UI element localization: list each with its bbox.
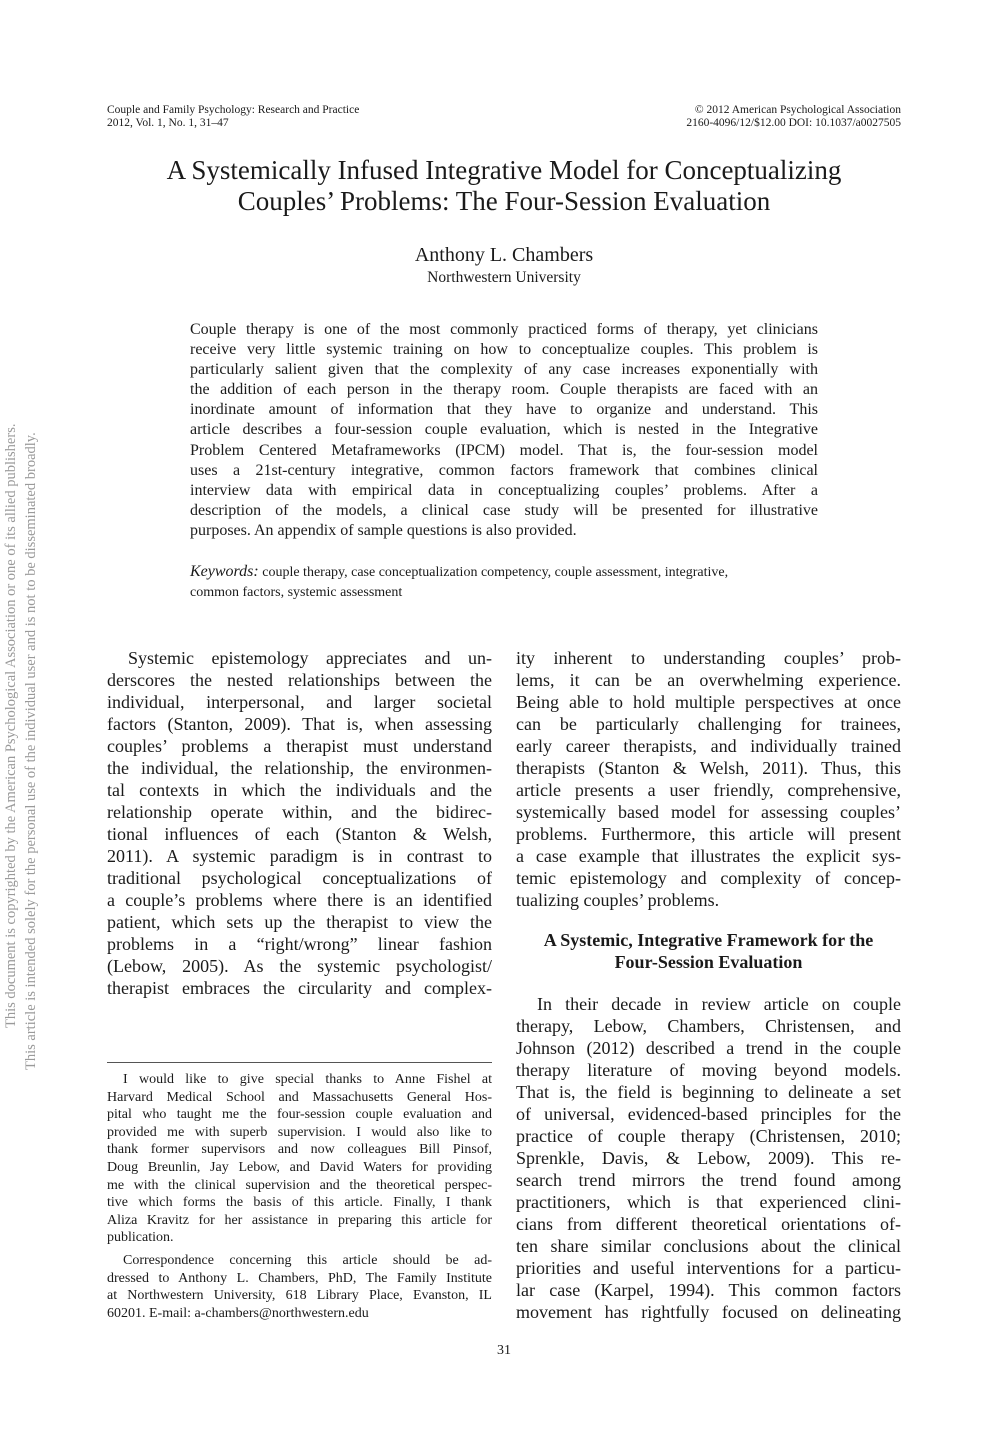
- body-line: lems, it can be an overwhelming experience.: [516, 670, 901, 690]
- abstract-line: receive very little systemic training on how to conceptualize couples. This problem is: [190, 341, 818, 359]
- body-line: individual, interpersonal, and larger societal: [107, 692, 492, 712]
- abstract-line: Couple therapy is one of the most commonly practiced forms of therapy, yet clinicians: [190, 321, 818, 338]
- body-line: a couple’s problems where there is an identified: [107, 890, 492, 910]
- body-line: problems. Furthermore, this article will present: [516, 824, 901, 844]
- body-line: couples’ problems a therapist must understand: [107, 736, 492, 756]
- section-body: [516, 993, 901, 1323]
- body-line: ten share similar conclusions about the clinical: [516, 1236, 901, 1256]
- body-line: In their decade in review article on couple: [537, 994, 901, 1014]
- copyright-notice: © 2012 American Psychological Association: [694, 104, 901, 116]
- footnote-line: dressed to Anthony L. Chambers, PhD, The Family Institute: [107, 1270, 492, 1286]
- footnote-line: me with the clinical supervision and the theoretical perspec-: [107, 1177, 492, 1193]
- footnote-line: publication.: [107, 1230, 174, 1246]
- footnote-line: I would like to give special thanks to Anne Fishel at: [123, 1072, 492, 1087]
- body-line: therapist embraces the circularity and complex-: [107, 978, 492, 998]
- abstract-line: interview data with empirical data in conceptualizing couples’ problems. After a: [190, 481, 818, 499]
- body-line: problems in a “right/wrong” linear fashion: [107, 934, 492, 954]
- body-line: tional influences of each (Stanton & Welsh,: [107, 824, 492, 844]
- body-line: relationship operate within, and the bidirec-: [107, 802, 492, 822]
- page-number: 31: [497, 1343, 511, 1358]
- footnote-line: at Northwestern University, 618 Library Place, Evanston, IL: [107, 1288, 492, 1304]
- keywords-label: Keywords:: [190, 563, 259, 580]
- body-line: practice of couple therapy (Christensen, 2010;: [516, 1126, 901, 1146]
- body-line: therapists (Stanton & Welsh, 2011). Thus, this: [516, 758, 901, 778]
- body-line: Being able to hold multiple perspectives at once: [516, 692, 901, 712]
- footnote-line: Harvard Medical School and Massachusetts General Hos-: [107, 1089, 492, 1105]
- body-line: 2011). A systemic paradigm is in contrast to: [107, 846, 492, 866]
- body-line: Systemic epistemology appreciates and un-: [128, 648, 492, 668]
- body-line: tualizing couples’ problems.: [516, 890, 720, 910]
- footnote-line: pital who taught me the four-session couple evaluation and: [107, 1107, 492, 1123]
- body-line: a case example that illustrates the explicit sys-: [516, 846, 901, 866]
- abstract-line: particularly salient given that the complexity of any case increases exponentially with: [190, 361, 818, 379]
- footnote-line: tive which forms the basis of this article. Finally, I thank: [107, 1195, 492, 1211]
- body-line: therapy literature of moving beyond models.: [516, 1060, 901, 1080]
- footnote-line: Correspondence concerning this article should be ad-: [123, 1252, 492, 1268]
- body-line: ity inherent to understanding couples’ prob-: [516, 648, 901, 668]
- section-heading: [516, 929, 901, 973]
- body-line: cians from different theoretical orientations of-: [516, 1214, 901, 1234]
- body-line: That is, the field is beginning to delineate a set: [516, 1082, 901, 1102]
- body-line: lar case (Karpel, 1994). This common factors: [516, 1280, 901, 1300]
- running-header-right: [686, 104, 901, 130]
- section-heading-line-2: Four-Session Evaluation: [614, 952, 803, 972]
- body-line: priorities and useful interventions for a particu-: [516, 1258, 901, 1278]
- keywords: [190, 562, 818, 603]
- abstract-line: Problem Centered Metaframeworks (IPCM) model. That is, the four-session model: [190, 441, 818, 459]
- doi: 2160-4096/12/$12.00 DOI: 10.1037/a0027505: [686, 117, 901, 129]
- body-line: article presents a user friendly, comprehensive,: [516, 780, 901, 800]
- side-copyright-notice-1: This document is copyrighted by the American Psychological Association or one of its allied publishers.: [3, 423, 19, 1028]
- body-line: the individual, the relationship, the environmen-: [107, 758, 492, 778]
- abstract-line: article describes a four-session couple evaluation, which is nested in the Integrative: [190, 421, 818, 439]
- footnote-line: provided me with superb supervision. I would also like to: [107, 1124, 492, 1140]
- body-right-column: [516, 647, 901, 911]
- body-line: patient, which sets up the therapist to view the: [107, 912, 492, 932]
- body-line: movement has rightfully focused on delineating: [516, 1302, 901, 1322]
- abstract-line: uses a 21st-century integrative, common factors framework that combines clinical: [190, 461, 818, 479]
- body-line: derscores the nested relationships between the: [107, 670, 492, 690]
- body-line: therapy, Lebow, Chambers, Christensen, and: [516, 1016, 901, 1036]
- title-line-2: Couples’ Problems: The Four-Session Evaluation: [237, 186, 771, 216]
- footnote-line: Aliza Kravitz for her assistance in preparing this article for: [107, 1212, 492, 1228]
- body-line: (Lebow, 2005). As the systemic psychologist/: [107, 956, 492, 976]
- abstract: [190, 320, 818, 541]
- keywords-line-1: [190, 562, 818, 583]
- article-title: [100, 155, 908, 217]
- body-line: search trend mirrors the trend found among: [516, 1170, 901, 1190]
- body-line: of universal, evidenced-based principles for the: [516, 1104, 901, 1124]
- keywords-list-1: couple therapy, case conceptualization competency, couple assessment, integrative,: [262, 565, 729, 580]
- body-line: Johnson (2012) described a trend in the couple: [516, 1038, 901, 1058]
- body-line: traditional psychological conceptualizations of: [107, 868, 492, 888]
- body-line: tal contexts in which the individuals and the: [107, 780, 492, 800]
- section-heading-line-1: A Systemic, Integrative Framework for the: [543, 930, 874, 950]
- footnote-divider: [107, 1062, 492, 1063]
- body-line: systemically based model for assessing couples’: [516, 802, 901, 822]
- volume-info: 2012, Vol. 1, No. 1, 31–47: [107, 117, 229, 129]
- author-affiliation: Northwestern University: [427, 269, 581, 286]
- running-header-left: [107, 104, 359, 130]
- abstract-line: purposes. An appendix of sample questions is also provided.: [190, 521, 577, 539]
- body-line: can be particularly challenging for trainees,: [516, 714, 901, 734]
- footnotes: [107, 1071, 492, 1322]
- abstract-line: inordinate amount of information that they have to organize and understand. This: [190, 401, 818, 419]
- body-line: practitioners, which is that experienced clini-: [516, 1192, 901, 1212]
- abstract-line: the addition of each person in the therapy room. Couple therapists are faced with an: [190, 381, 818, 399]
- author-name: Anthony L. Chambers: [414, 244, 594, 266]
- side-copyright-notice-2: This article is intended solely for the personal use of the individual user and is not to be disseminated broadly.: [23, 432, 39, 1070]
- footnote-line: Doug Breunlin, Jay Lebow, and David Waters for providing: [107, 1159, 492, 1175]
- abstract-line: description of the models, a clinical case study will be presented for illustrative: [190, 501, 818, 519]
- body-line: Sprenkle, Davis, & Lebow, 2009). This re-: [516, 1148, 901, 1168]
- footnote-line: thank former supervisors and now colleagues Bill Pinsof,: [107, 1142, 492, 1158]
- journal-name: Couple and Family Psychology: Research and Practice: [107, 104, 360, 116]
- keywords-list-2: common factors, systemic assessment: [190, 585, 403, 601]
- body-line: factors (Stanton, 2009). That is, when assessing: [107, 714, 492, 734]
- footnote-line: 60201. E-mail: a-chambers@northwestern.edu: [107, 1305, 369, 1321]
- title-line-1: A Systemically Infused Integrative Model for Conceptualizing: [166, 155, 842, 185]
- body-line: early career therapists, and individually trained: [516, 736, 901, 756]
- body-left-column: [107, 647, 492, 999]
- body-line: temic epistemology and complexity of concep-: [516, 868, 901, 888]
